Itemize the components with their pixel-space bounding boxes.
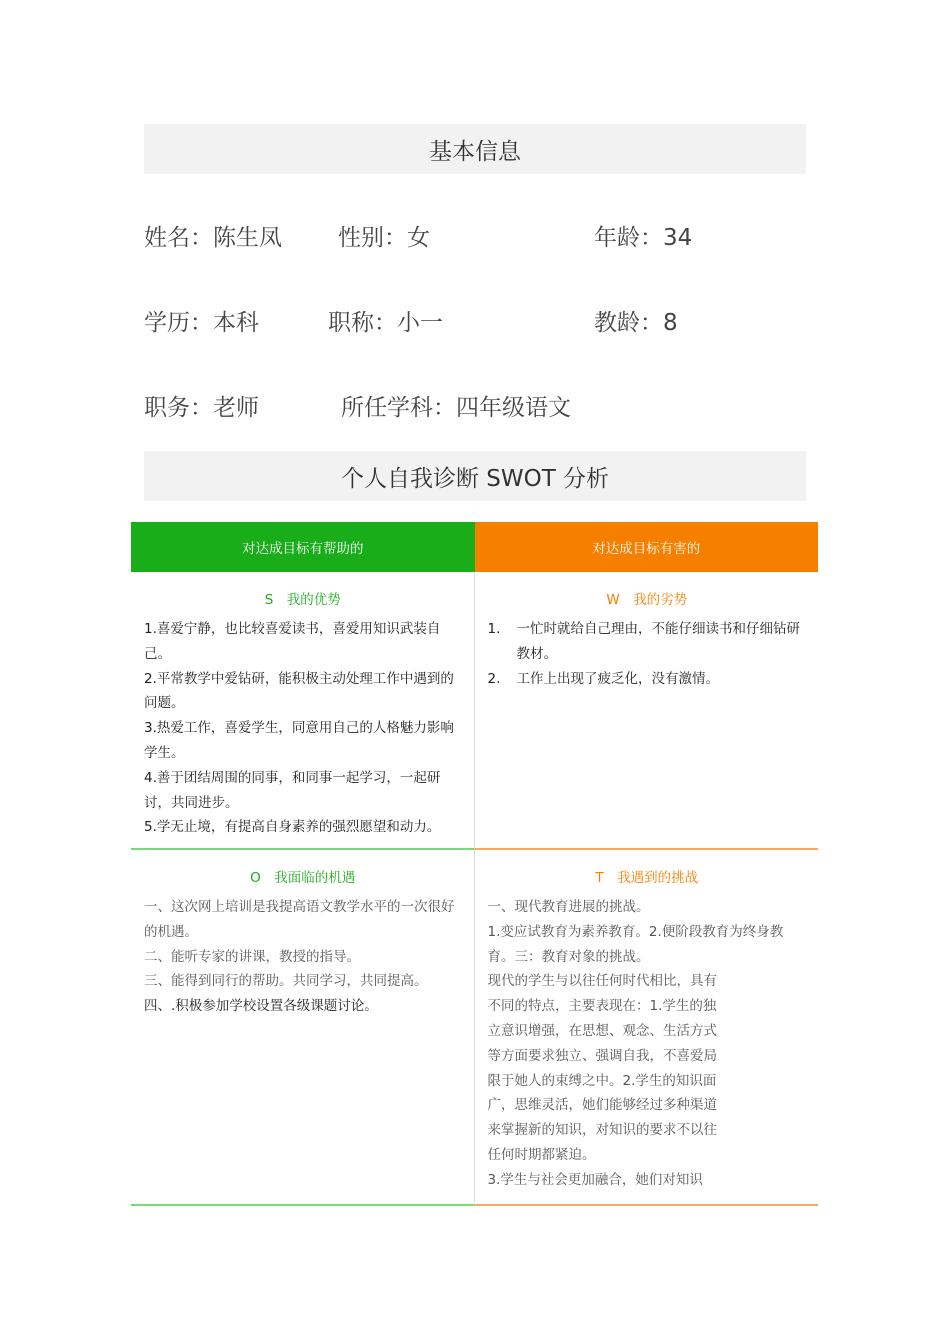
teaching-years-field: 教龄：8 xyxy=(594,310,678,336)
weaknesses-cell xyxy=(475,572,819,850)
swot-title: 个人自我诊断 SWOT 分析 xyxy=(144,451,806,501)
threat-line: 1.变应试教育为素养教育。2.便阶段教育为终身教育。三：教育对象的挑战。 xyxy=(487,923,784,965)
weakness-number: 2. xyxy=(487,670,501,687)
swot-row-sw xyxy=(131,572,818,850)
threats-cell xyxy=(475,850,819,1206)
threats-title: T 我遇到的挑战 xyxy=(595,870,699,886)
threat-tail: 3.学生与社会更加融合，她们对知识 xyxy=(487,1171,703,1188)
basic-info-title: 基本信息 xyxy=(144,124,806,174)
swot-header-row xyxy=(131,522,818,572)
strengths-title: S 我的优势 xyxy=(264,592,341,608)
opportunity-item: 一、这次网上培训是我提高语文教学水平的一次很好的机遇。 xyxy=(144,899,455,940)
weakness-item xyxy=(488,667,807,692)
strength-item: 4.善于团结周围的同事，和同事一起学习，一起研讨，共同进步。 xyxy=(144,769,441,811)
weakness-number: 1. xyxy=(487,621,501,637)
age-field: 年龄：34 xyxy=(594,225,693,251)
strengths-cell xyxy=(131,572,475,850)
weaknesses-title: W 我的劣势 xyxy=(606,592,688,608)
swot-row-ot xyxy=(131,850,818,1206)
harmful-header: 对达成目标有害的 xyxy=(475,522,819,572)
rank-field: 职称：小一 xyxy=(328,310,443,336)
strength-item: 1.喜爱宁静，也比较喜爱读书，喜爱用知识武装自己。 xyxy=(144,621,441,662)
gender-field: 性别：女 xyxy=(338,225,430,251)
position-field: 职务：老师 xyxy=(144,395,259,421)
weakness-text: 一忙时就给自己理由，不能仔细读书和仔细钻研教材。 xyxy=(516,621,800,662)
opportunity-item: 三、能得到同行的帮助。共同学习，共同提高。 xyxy=(144,973,428,990)
weakness-item xyxy=(488,617,807,667)
swot-table xyxy=(131,522,818,1206)
strength-item: 3.热爱工作，喜爱学生，同意用自己的人格魅力影响学生。 xyxy=(144,720,454,761)
threat-intro: 一、现代教育进展的挑战。 xyxy=(487,899,650,915)
opportunity-item: 四、.积极参加学校设置各级课题讨论。 xyxy=(144,998,378,1015)
subject-field: 所任学科：四年级语文 xyxy=(341,395,571,421)
opportunities-title: O 我面临的机遇 xyxy=(250,870,356,886)
education-field: 学历：本科 xyxy=(144,310,259,336)
opportunities-cell xyxy=(131,850,475,1206)
strength-item: 2.平常教学中爱钻研，能积极主动处理工作中遇到的问题。 xyxy=(144,670,454,712)
opportunity-item: 二、能听专家的讲课，教授的指导。 xyxy=(144,948,360,965)
weakness-text: 工作上出现了疲乏化，没有激情。 xyxy=(516,670,719,687)
name-field: 姓名：陈生凤 xyxy=(144,225,282,251)
threat-body: 现代的学生与以往任何时代相比，具有不同的特点，主要表现在：1.学生的独立意识增强，在思想、观念、生活方式等方面要求独立、强调自我，不喜爱局限于她人的束缚之中。2.学生的知识面广，思维灵活，她们能够经过多种渠道来掌握新的知识，对知识的要求不以往任何时期都紧迫。 xyxy=(487,973,717,1163)
strength-item: 5.学无止境，有提高自身素养的强烈愿望和动力。 xyxy=(144,819,441,836)
helpful-header: 对达成目标有帮助的 xyxy=(131,522,475,572)
